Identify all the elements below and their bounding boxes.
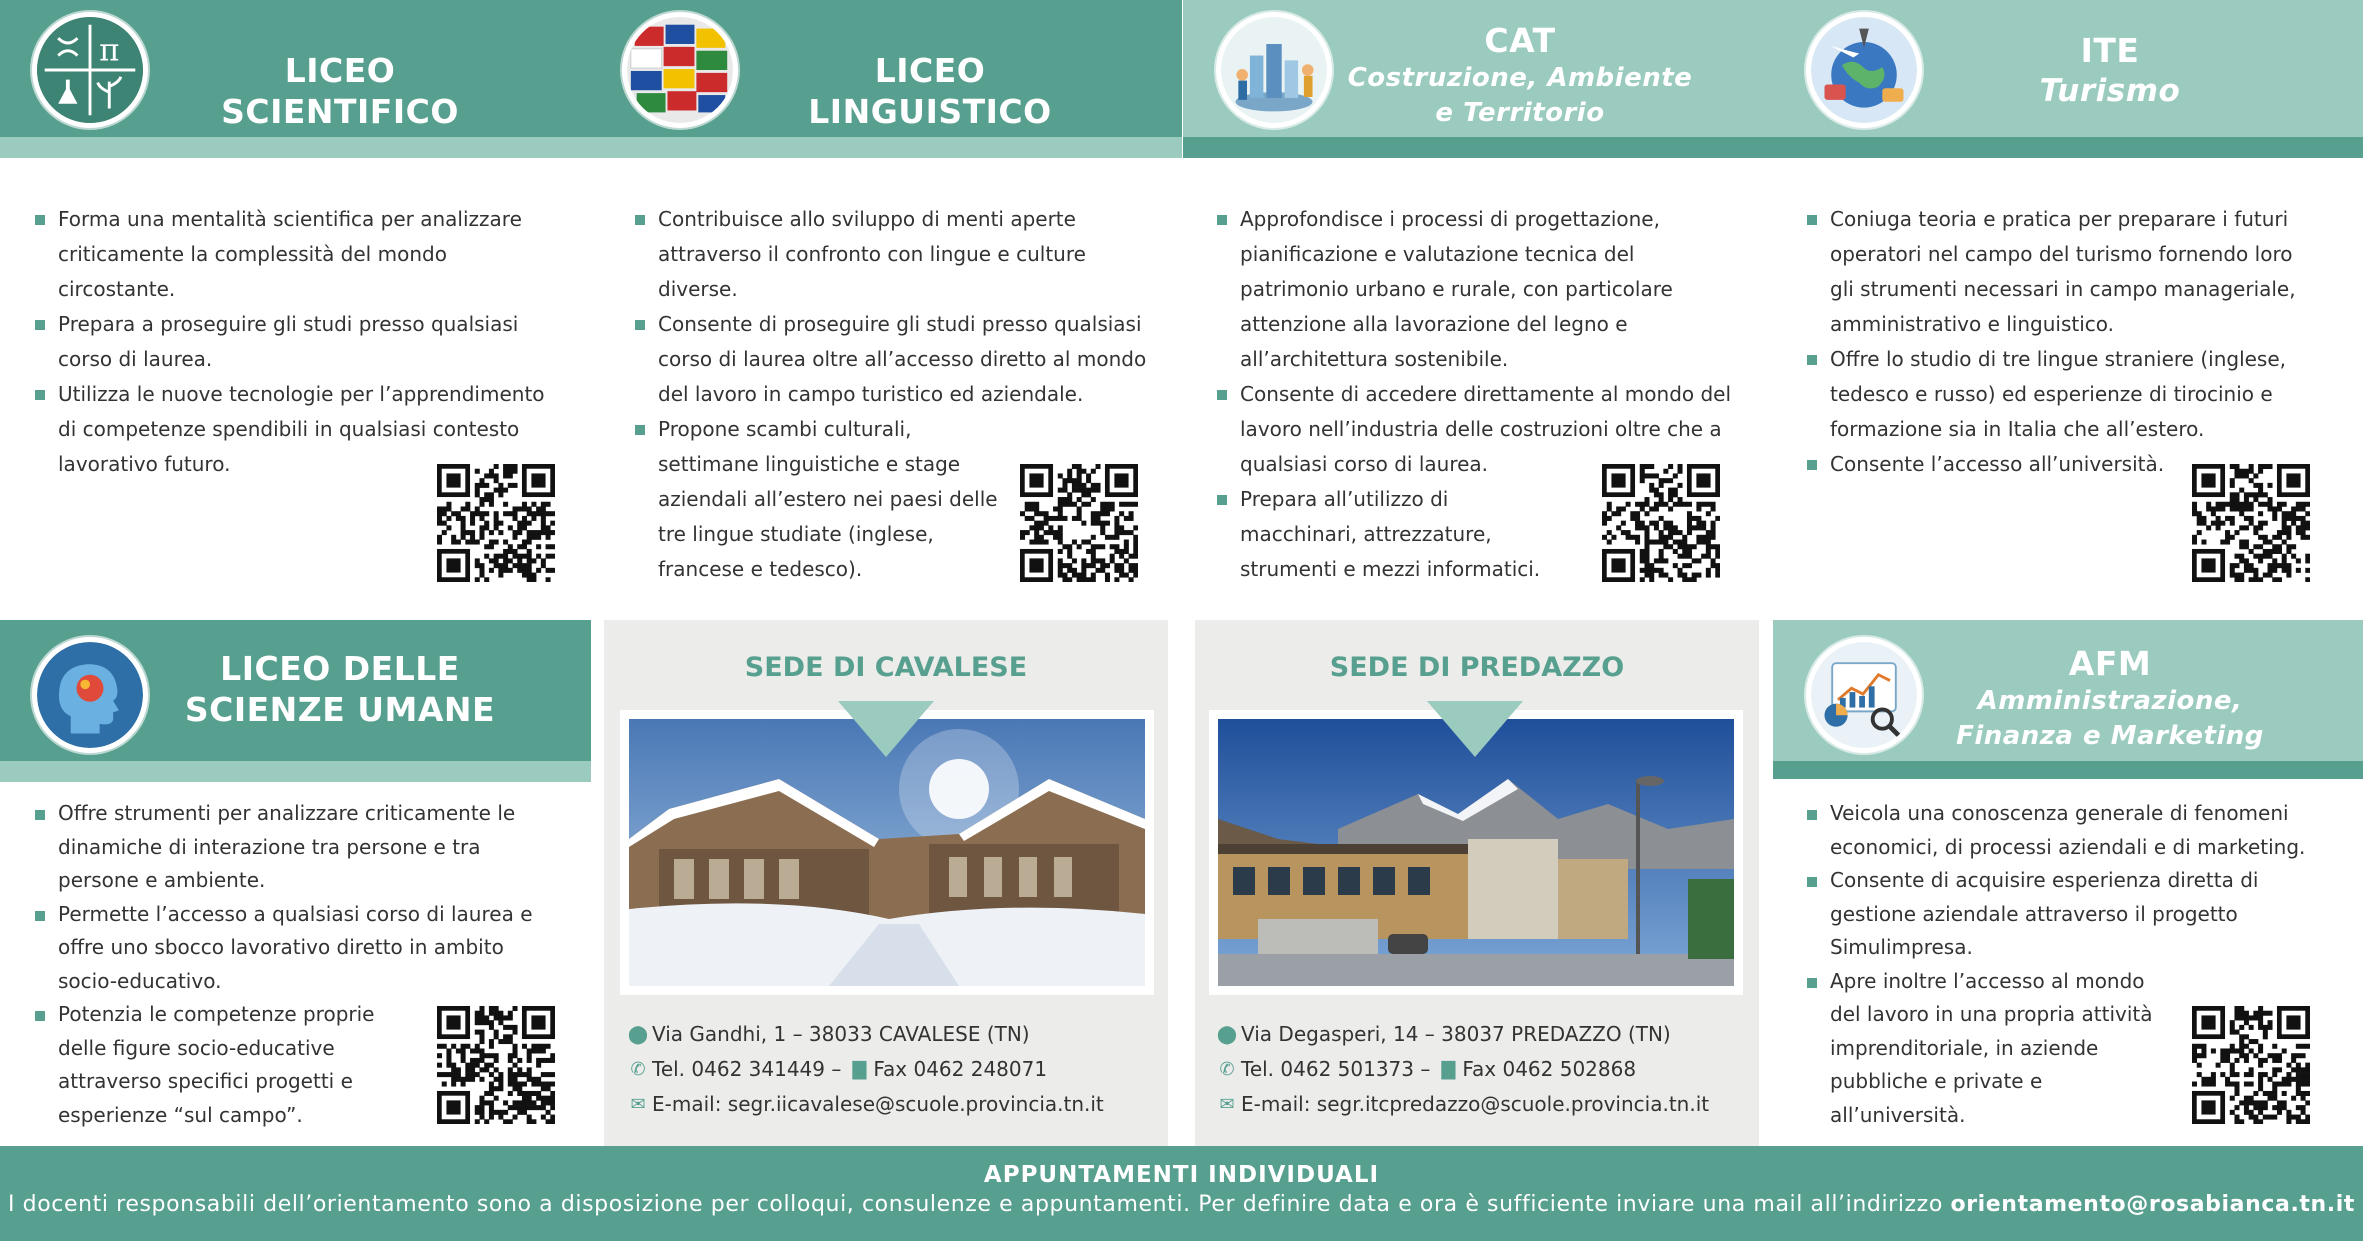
panel-title-ite: ITE Turismo bbox=[2039, 31, 2181, 110]
header-strip bbox=[0, 137, 1182, 158]
map-pin-icon: ⬤ bbox=[627, 1024, 649, 1045]
list-item: Consente l’accesso all’università. bbox=[1807, 447, 2322, 482]
header-strip bbox=[0, 761, 591, 782]
contact-info bbox=[1215, 1017, 1709, 1122]
panel-title-scienze-umane: LICEO DELLE SCIENZE UMANE bbox=[184, 649, 496, 730]
footer bbox=[0, 1146, 2363, 1241]
list-item: Consente di accedere direttamente al mondo del lavoro nell’industria delle costruzioni oltre che a qualsiasi corso di laurea. bbox=[1217, 377, 1747, 482]
list-item: Prepara a proseguire gli studi presso qualsiasi corso di laurea. bbox=[35, 307, 560, 377]
bullet-list-scientifico bbox=[35, 202, 560, 482]
phone-number: Tel. 0462 501373 – bbox=[1241, 1057, 1431, 1081]
footer-description: I docenti responsabili dell’orientamento sono a disposizione per colloqui, consulenze e appuntamenti. Per definire data e ora è sufficiente inviare una mail all’indirizzo bbox=[7, 1192, 1943, 1217]
list-item: Consente di proseguire gli studi presso qualsiasi corso di laurea oltre all’accesso diretto al mondo del lavoro in campo turistico ed aziendale. bbox=[635, 307, 1165, 412]
bullet-list-ite bbox=[1807, 202, 2322, 482]
fax-icon: ▇ bbox=[1441, 1059, 1456, 1080]
list-item: Forma una mentalità scientifica per analizzare criticamente la complessità del mondo circostante. bbox=[35, 202, 560, 307]
list-item: Potenzia le competenze proprie delle figure socio-educative attraverso specifici progetti e esperienze “sul campo”. bbox=[35, 998, 560, 1132]
footer-title: APPUNTAMENTI INDIVIDUALI bbox=[983, 1162, 1380, 1188]
list-item: Veicola una conoscenza generale di fenomeni economici, di processi aziendali e di marketing. bbox=[1807, 797, 2322, 864]
list-item: Permette l’accesso a qualsiasi corso di laurea e offre uno sbocco lavorativo diretto in ambito socio-educativo. bbox=[35, 898, 560, 999]
fax-icon: ▇ bbox=[852, 1059, 867, 1080]
phone-icon: ✆ bbox=[630, 1059, 646, 1080]
qr-code[interactable] bbox=[1602, 464, 1720, 582]
list-item: Apre inoltre l’accesso al mondo del lavoro in una propria attività imprenditoriale, in aziende pubbliche e private e all’università. bbox=[1807, 965, 2322, 1133]
science-icon bbox=[32, 12, 148, 128]
finance-chart-icon bbox=[1806, 637, 1922, 753]
panel-title-scientifico: LICEO SCIENTIFICO bbox=[221, 51, 459, 132]
map-pin-icon: ⬤ bbox=[1216, 1024, 1238, 1045]
phone-number: Tel. 0462 341449 – bbox=[652, 1057, 842, 1081]
list-item: Propone scambi culturali, settimane linguistiche e stage aziendali all’estero nei paesi delle tre lingue studiate (inglese, francese e tedesco). bbox=[635, 412, 1165, 587]
qr-code[interactable] bbox=[437, 1006, 555, 1124]
panel-title-linguistico: LICEO LINGUISTICO bbox=[808, 51, 1052, 132]
sede-predazzo bbox=[1195, 620, 1759, 1146]
footer-email-link[interactable]: orientamento@rosabianca.tn.it bbox=[1950, 1192, 2356, 1217]
sede-title: SEDE DI CAVALESE bbox=[744, 652, 1028, 683]
qr-code[interactable] bbox=[1020, 464, 1138, 582]
panel-title-afm: AFM Amministrazione, Finanza e Marketing bbox=[1956, 644, 2264, 752]
list-item: Approfondisce i processi di progettazione, pianificazione e valutazione tecnica del patrimonio urbano e rurale, con particolare attenzione alla lavorazione del legno e all’architettura sostenibile. bbox=[1217, 202, 1747, 377]
header-strip bbox=[1183, 137, 2363, 158]
list-item: Offre strumenti per analizzare criticamente le dinamiche di interazione tra persone e tra persone e ambiente. bbox=[35, 797, 560, 898]
qr-code[interactable] bbox=[437, 464, 555, 582]
email-address[interactable]: E-mail: segr.iicavalese@scuole.provincia.tn.it bbox=[652, 1092, 1104, 1116]
sede-cavalese bbox=[604, 620, 1168, 1146]
svg-text:π: π bbox=[99, 32, 120, 69]
flags-globe-icon bbox=[622, 12, 738, 128]
email-address[interactable]: E-mail: segr.itcpredazzo@scuole.provincia.tn.it bbox=[1241, 1092, 1710, 1116]
address: Via Gandhi, 1 – 38033 CAVALESE (TN) bbox=[652, 1022, 1030, 1046]
email-icon: ✉ bbox=[1219, 1094, 1235, 1115]
list-item: Utilizza le nuove tecnologie per l’apprendimento di competenze spendibili in qualsiasi contesto lavorativo futuro. bbox=[35, 377, 560, 482]
pointer-triangle bbox=[1427, 701, 1523, 757]
address: Via Degasperi, 14 – 38037 PREDAZZO (TN) bbox=[1241, 1022, 1671, 1046]
human-head-icon bbox=[32, 637, 148, 753]
list-item: Coniuga teoria e pratica per preparare i futuri operatori nel campo del turismo fornendo loro gli strumenti necessari in campo manageriale, amministrativo e linguistico. bbox=[1807, 202, 2322, 342]
list-item: Prepara all’utilizzo di macchinari, attrezzature, strumenti e mezzi informatici. bbox=[1217, 482, 1747, 587]
header-strip bbox=[1773, 761, 2363, 779]
list-item: Offre lo studio di tre lingue straniere (inglese, tedesco e russo) ed esperienze di tirocinio e formazione sia in Italia che all’estero. bbox=[1807, 342, 2322, 447]
fax-number: Fax 0462 248071 bbox=[873, 1057, 1048, 1081]
email-icon: ✉ bbox=[630, 1094, 646, 1115]
qr-code[interactable] bbox=[2192, 1006, 2310, 1124]
list-item: Consente di acquisire esperienza diretta di gestione aziendale attraverso il progetto Simulimpresa. bbox=[1807, 864, 2322, 965]
school-photo-predazzo bbox=[1218, 719, 1734, 986]
pointer-triangle bbox=[838, 701, 934, 757]
list-item: Contribuisce allo sviluppo di menti aperte attraverso il confronto con lingue e culture diverse. bbox=[635, 202, 1165, 307]
tourism-globe-icon bbox=[1806, 12, 1922, 128]
qr-code[interactable] bbox=[2192, 464, 2310, 582]
phone-icon: ✆ bbox=[1219, 1059, 1235, 1080]
contact-info bbox=[626, 1017, 1104, 1122]
fax-number: Fax 0462 502868 bbox=[1462, 1057, 1637, 1081]
sede-title: SEDE DI PREDAZZO bbox=[1329, 652, 1625, 683]
construction-icon bbox=[1216, 12, 1332, 128]
panel-title-cat: CAT Costruzione, Ambiente e Territorio bbox=[1347, 21, 1693, 129]
school-photo-cavalese bbox=[629, 719, 1145, 986]
footer-text bbox=[0, 1192, 2363, 1217]
